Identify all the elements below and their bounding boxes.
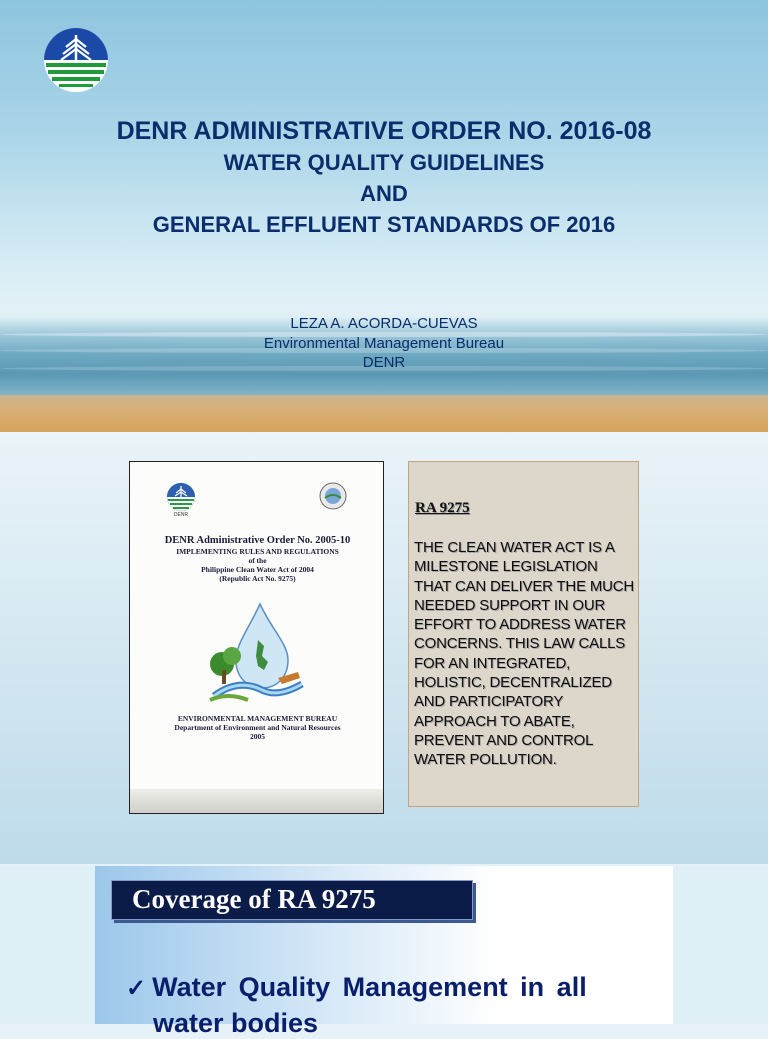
doc-title: DENR Administrative Order No. 2005-10	[164, 535, 351, 546]
beach-background	[0, 395, 768, 432]
ra-heading: RA 9275	[415, 500, 470, 516]
coverage-heading-bar	[111, 880, 473, 920]
author-block	[0, 314, 768, 373]
coverage-heading: Coverage of RA 9275	[132, 884, 376, 914]
title-line-4: GENERAL EFFLUENT STANDARDS OF 2016	[152, 212, 616, 237]
doc-subtitle-3: Philippine Clean Water Act of 2004	[201, 565, 314, 574]
doc-footer-1: ENVIRONMENTAL MANAGEMENT BUREAU	[177, 714, 338, 723]
title-line-1: DENR ADMINISTRATIVE ORDER NO. 2016-08	[116, 117, 652, 145]
water-drop-illustration	[208, 600, 308, 702]
emb-logo-icon	[319, 482, 347, 510]
author-name: LEZA A. ACORDA-CUEVAS	[290, 315, 478, 332]
denr-logo-icon	[42, 27, 110, 93]
ra-9275-description-box	[408, 461, 639, 807]
doc-footer	[130, 714, 384, 741]
ra-body-text: THE CLEAN WATER ACT IS A MILESTONE LEGISLATION THAT CAN DELIVER THE MUCH NEEDED SUPPORT IN OUR EFFORT TO ADDRESS WATER CONCERNS. THIS LAW CALLS FOR AN INTEGRATED, HOLISTIC, DECENTRALIZED AND PARTICIPATORY APPROACH TO ABATE, PREVENT AND CONTROL WATER POLLUTION.	[414, 539, 635, 769]
doc-logo-caption: DENR	[173, 512, 189, 518]
title-line-2: WATER QUALITY GUIDELINES	[223, 150, 545, 175]
doc-subtitle-2: of the	[248, 556, 267, 565]
coverage-bullet-1	[126, 972, 587, 1003]
doc-title-block	[130, 535, 384, 583]
title-slide	[0, 0, 768, 432]
scan-edge	[130, 789, 383, 813]
doc-subtitle-1: IMPLEMENTING RULES AND REGULATIONS	[176, 547, 339, 556]
author-agency: DENR	[362, 354, 406, 371]
document-cover-image	[129, 461, 384, 814]
doc-footer-2: Department of Environment and Natural Resources	[174, 723, 341, 732]
coverage-bullet-1-continuation: water bodies	[153, 1008, 319, 1038]
checkmark-icon: ✓	[126, 975, 147, 1002]
doc-footer-3: 2005	[250, 732, 265, 741]
coverage-bullet-1-text: Water Quality Management in all	[152, 972, 587, 1002]
title-line-3: AND	[360, 181, 408, 206]
denr-logo-icon	[166, 482, 196, 512]
author-office: Environmental Management Bureau	[263, 334, 505, 352]
doc-subtitle-4: (Republic Act No. 9275)	[219, 574, 296, 583]
slide-title	[0, 116, 768, 240]
ra-9275-slide	[0, 432, 768, 864]
